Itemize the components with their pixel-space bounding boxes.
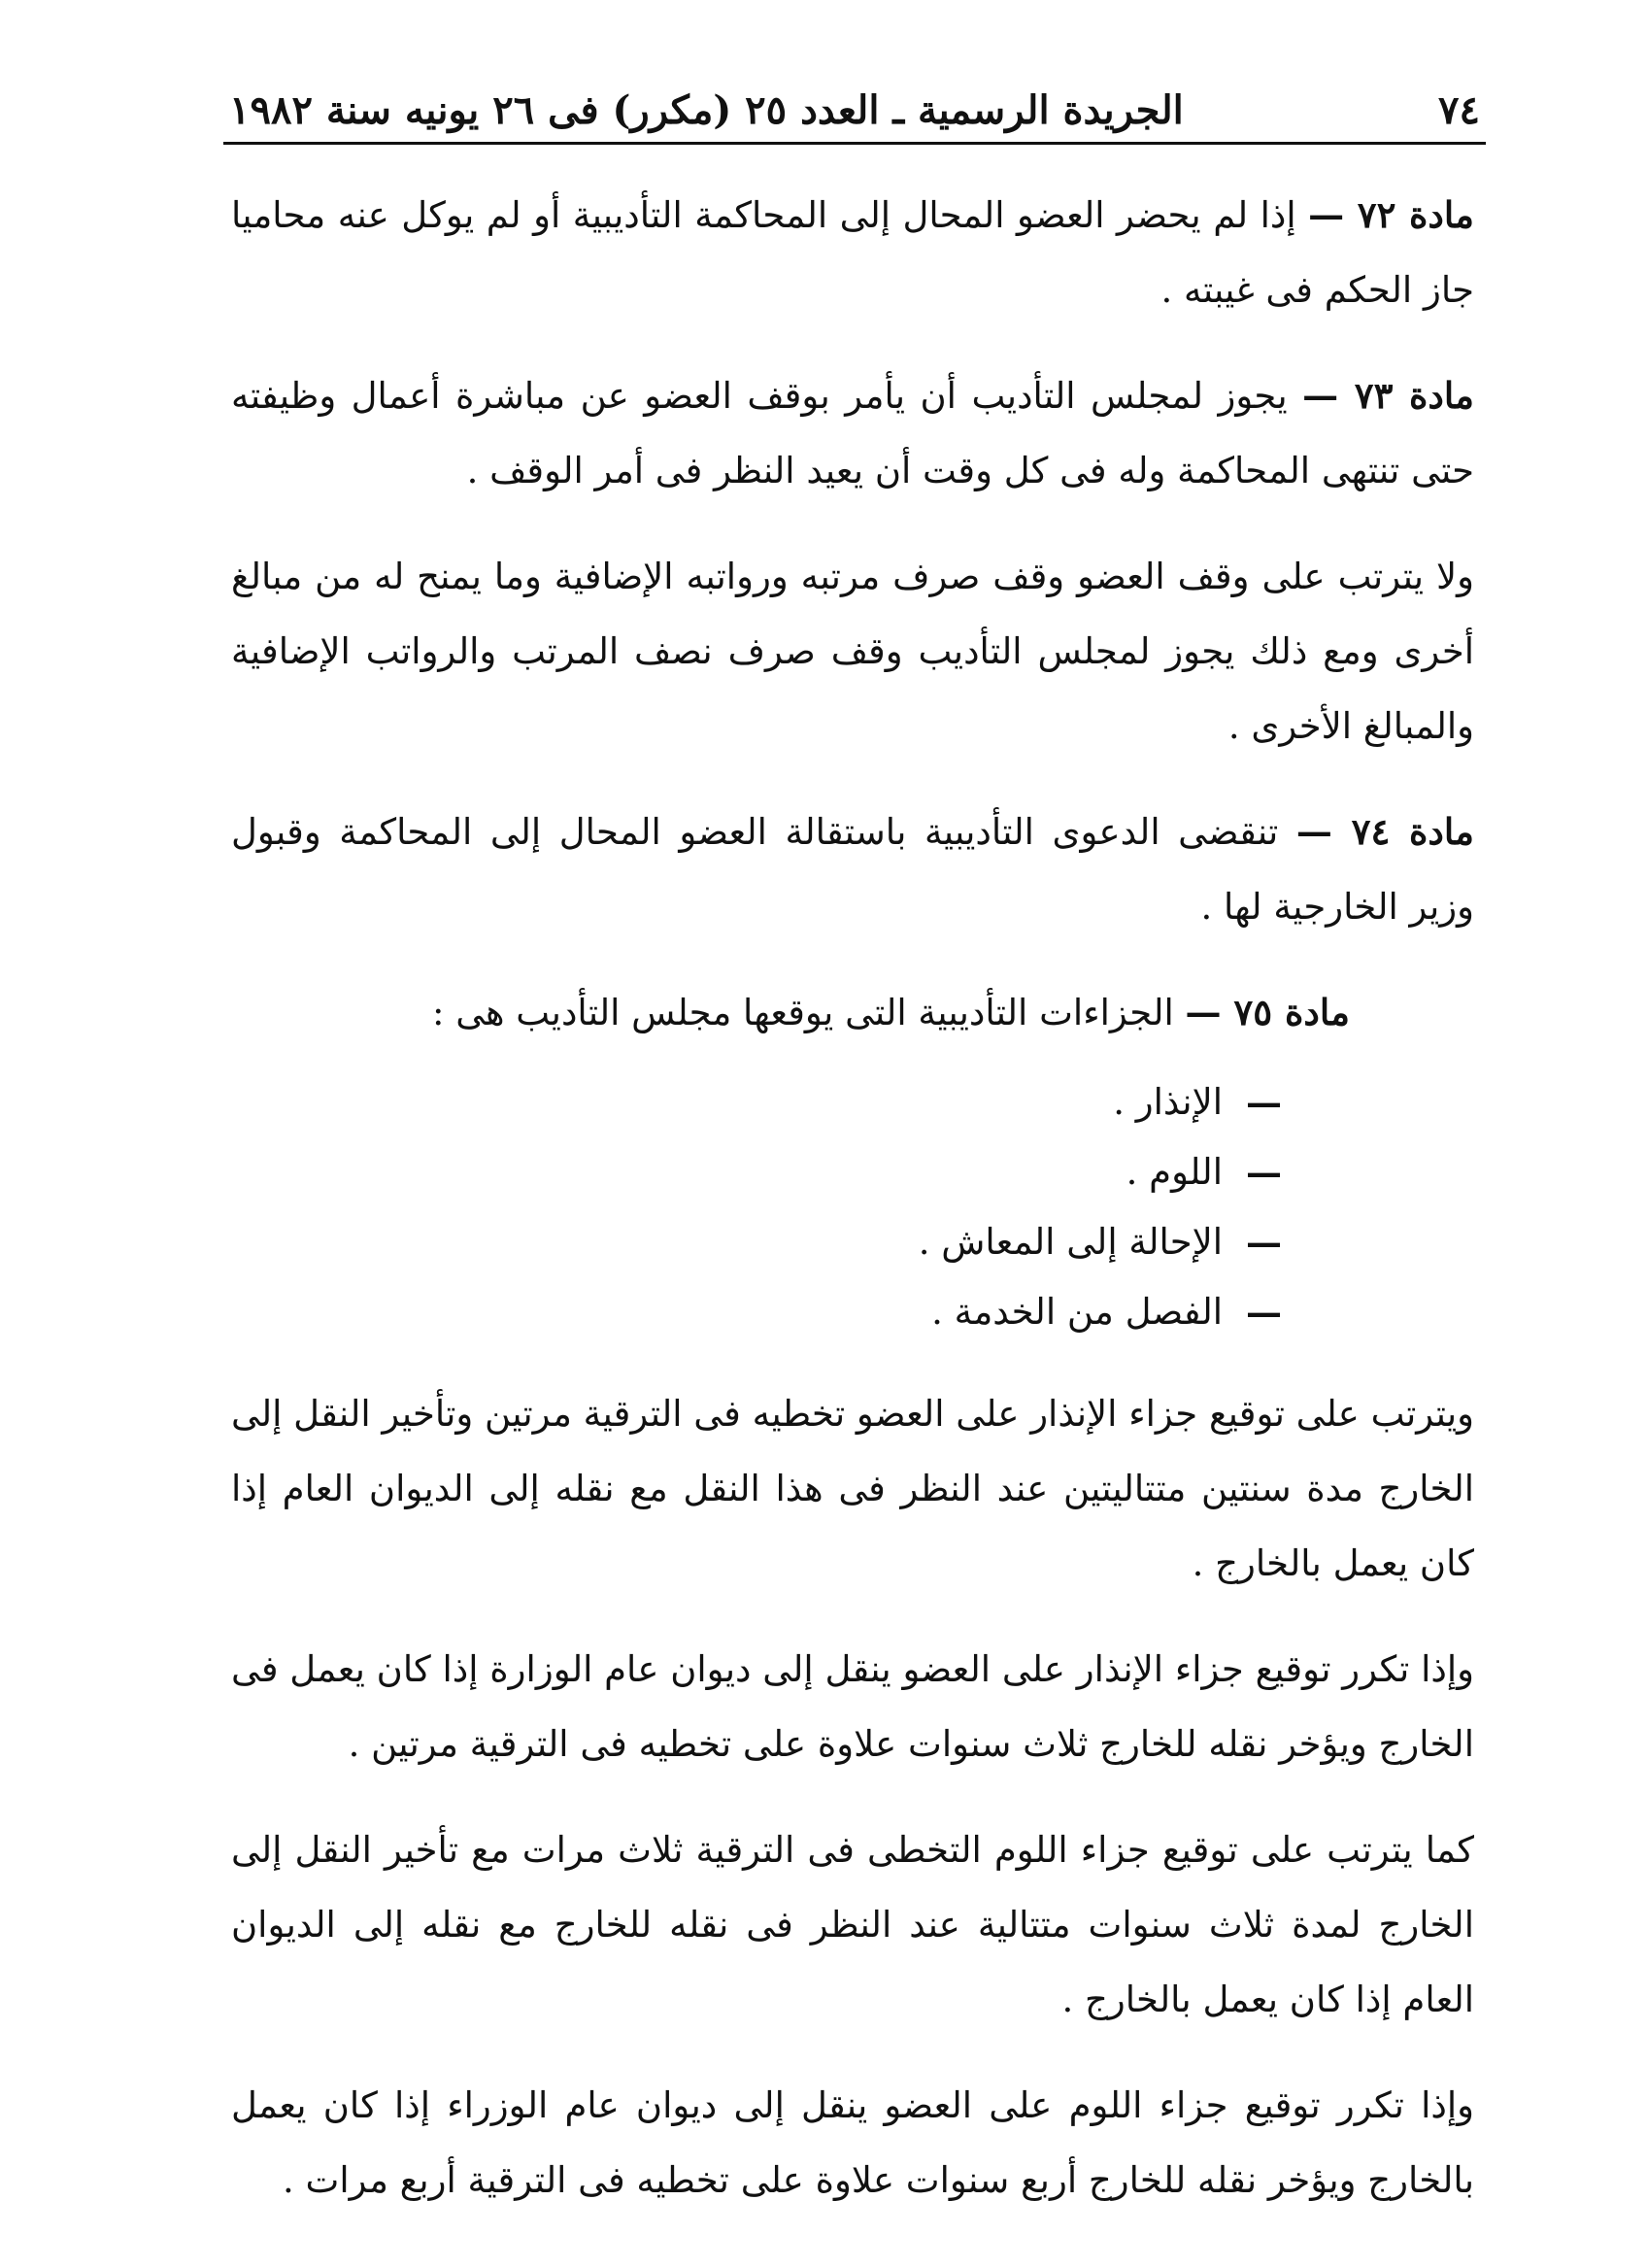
reprimand-consequence-paragraph: كما يترتب على توقيع جزاء اللوم التخطى فى الترقية ثلاث مرات مع تأخير النقل إلى الخارج لمدة ثلاث سنوات متتالية عند النظر فى نقله للخارج مع نقله إلى الديوان العام إذا كان يعمل بالخارج . (231, 1829, 1474, 2020)
repeated-warning-paragraph: وإذا تكرر توقيع جزاء الإنذار على العضو ينقل إلى ديوان عام الوزارة إذا كان يعمل فى الخارج ويؤخر نقله للخارج ثلاث سنوات علاوة على تخطيه فى الترقية مرتين . (231, 1648, 1474, 1765)
article-text: يجوز لمجلس التأديب أن يأمر بوقف العضو عن مباشرة أعمال وظيفته حتى تنتهى المحاكمة وله فى كل وقت أن يعيد النظر فى أمر الوقف . (231, 375, 1474, 491)
article-74 (223, 795, 1486, 944)
article-text: تنقضى الدعوى التأديبية باستقالة العضو المحال إلى المحاكمة وقبول وزير الخارجية لها . (231, 811, 1474, 928)
repeated-reprimand-paragraph: وإذا تكرر توقيع جزاء اللوم على العضو ينقل إلى ديوان عام الوزراء إذا كان يعمل بالخارج ويؤخر نقله للخارج أربع سنوات علاوة على تخطيه فى الترقية أربع مرات . (231, 2084, 1474, 2201)
list-item (223, 1067, 1282, 1137)
article-label: مادة ٧٤ — (1295, 810, 1474, 853)
warning-consequence-paragraph: ويترتب على توقيع جزاء الإنذار على العضو تخطيه فى الترقية مرتين وتأخير النقل إلى الخارج مدة سنتين متتاليتين عند النظر فى هذا النقل مع نقله إلى الديوان العام إذا كان يعمل بالخارج . (231, 1393, 1474, 1584)
penalty-text: الفصل من الخدمة . (931, 1291, 1223, 1333)
list-dash: — (1246, 1291, 1282, 1334)
list-dash: — (1246, 1081, 1282, 1124)
article-73 (223, 358, 1486, 508)
list-item (223, 1137, 1282, 1207)
list-dash: — (1246, 1221, 1282, 1264)
article-label: مادة ٧٥ — (1185, 991, 1350, 1033)
penalty-text: الإحالة إلى المعاش . (918, 1221, 1223, 1263)
page-header (223, 78, 1486, 142)
gazette-title: الجريدة الرسمية ـ العدد ٢٥ (مكرر) فى ٢٦ يونيه سنة ١٩٨٢ (229, 87, 1184, 133)
article-75 (223, 975, 1486, 1050)
article-label: مادة ٧٣ — (1302, 374, 1474, 417)
penalties-list (223, 1067, 1486, 1347)
gazette-page (223, 78, 1486, 2249)
list-dash: — (1246, 1151, 1282, 1194)
page-number: ٧٤ (1438, 87, 1480, 133)
article-text: إذا لم يحضر العضو المحال إلى المحاكمة التأديبية أو لم يوكل عنه محاميا جاز الحكم فى غيبته . (231, 194, 1474, 311)
penalty-text: الإنذار . (1113, 1081, 1223, 1123)
penalty-text: اللوم . (1126, 1151, 1223, 1193)
article-72 (223, 178, 1486, 327)
article-73-clause (223, 539, 1486, 763)
header-divider (223, 142, 1486, 145)
list-item (223, 1207, 1282, 1277)
paragraph-text: ولا يترتب على وقف العضو وقف صرف مرتبه ورواتبه الإضافية وما يمنح له من مبالغ أخرى ومع ذلك يجوز لمجلس التأديب وقف صرف نصف المرتب والرواتب الإضافية والمبالغ الأخرى . (231, 556, 1474, 747)
list-item (223, 1277, 1282, 1347)
article-label: مادة ٧٢ — (1308, 193, 1475, 236)
article-text: الجزاءات التأديبية التى يوقعها مجلس التأديب هى : (431, 992, 1174, 1033)
